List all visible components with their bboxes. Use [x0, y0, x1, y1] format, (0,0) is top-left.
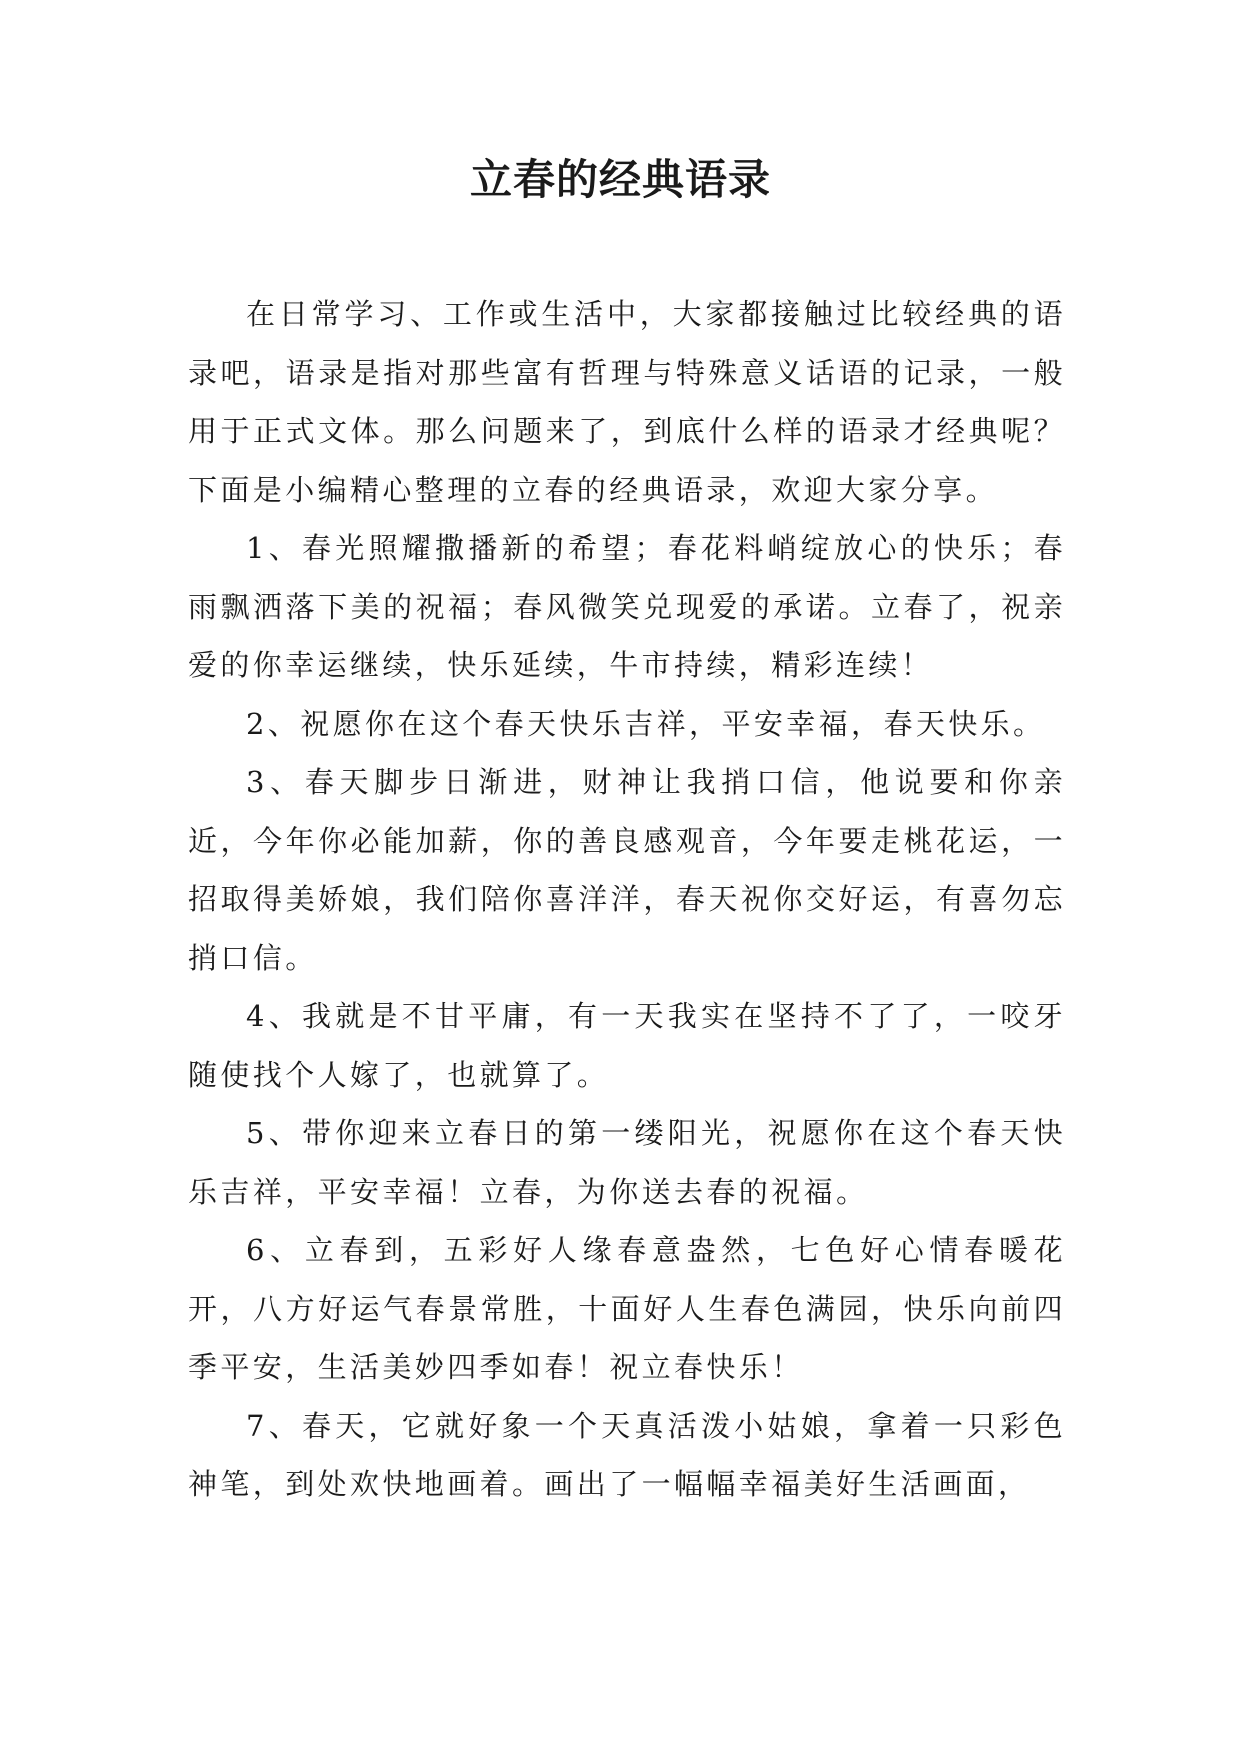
intro-paragraph: 在日常学习、工作或生活中，大家都接触过比较经典的语录吧，语录是指对那些富有哲理与特殊意义话语的记录，一般用于正式文体。那么问题来了，到底什么样的语录才经典呢？下面是小编精心整理的立春的经典语录，欢迎大家分享。	[188, 297, 1066, 507]
quote-paragraph-7: 7、春天，它就好象一个天真活泼小姑娘，拿着一只彩色神笔，到处欢快地画着。画出了一幅幅幸福美好生活画面，	[188, 1408, 1066, 1501]
document-body	[188, 285, 1066, 1514]
quote-paragraph-1: 1、春光照耀撒播新的希望；春花料峭绽放心的快乐；春雨飘洒落下美的祝福；春风微笑兑现爱的承诺。立春了，祝亲爱的你幸运继续，快乐延续，牛市持续，精彩连续！	[188, 531, 1066, 682]
quote-paragraph-6: 6、立春到，五彩好人缘春意盎然，七色好心情春暖花开，八方好运气春景常胜，十面好人生春色满园，快乐向前四季平安，生活美妙四季如春！祝立春快乐！	[188, 1233, 1066, 1384]
quote-paragraph-2: 2、祝愿你在这个春天快乐吉祥，平安幸福，春天快乐。	[246, 706, 1046, 741]
quote-paragraph-3: 3、春天脚步日渐进，财神让我捎口信，他说要和你亲近，今年你必能加薪，你的善良感观音，今年要走桃花运，一招取得美娇娘，我们陪你喜洋洋，春天祝你交好运，有喜勿忘捎口信。	[188, 765, 1066, 975]
quote-paragraph-5: 5、带你迎来立春日的第一缕阳光，祝愿你在这个春天快乐吉祥，平安幸福！立春，为你送去春的祝福。	[188, 1116, 1066, 1209]
document-title: 立春的经典语录	[469, 155, 771, 204]
quote-paragraph-4: 4、我就是不甘平庸，有一天我实在坚持不了了，一咬牙随使找个人嫁了，也就算了。	[188, 999, 1066, 1092]
